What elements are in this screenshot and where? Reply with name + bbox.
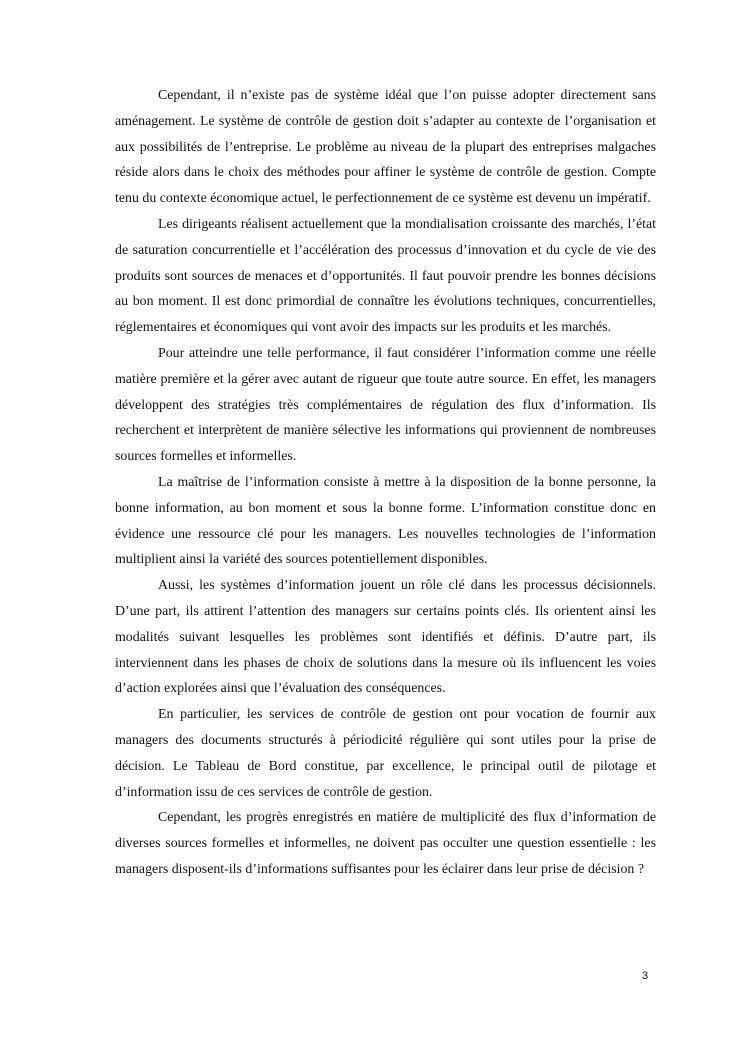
paragraph-4: La maîtrise de l’information consiste à mettre à la disposition de la bonne personne, la bonne information, au bon moment et sous la bonne forme. L’information constitue donc en évidence une ressource clé pour les managers. Les nouvelles technologies de l’information multiplient ainsi la variété des sources potentiellement disponibles. bbox=[115, 474, 656, 568]
paragraph-1: Cependant, il n’existe pas de système idéal que l’on puisse adopter directement sans aménagement. Le système de contrôle de gestion doit s’adapter au contexte de l’organisation et aux possibilités de l’entreprise. Le problème au niveau de la plupart des entreprises malgaches réside alors dans le choix des méthodes pour affiner le système de contrôle de gestion. Compte tenu du contexte économique actuel, le perfectionnement de ce système est devenu un impératif. bbox=[115, 88, 656, 207]
paragraph-2: Les dirigeants réalisent actuellement que la mondialisation croissante des marchés, l’état de saturation concurrentielle et l’accélération des processus d’innovation et du cycle de vie des produits sont sources de menaces et d’opportunités. Il faut pouvoir prendre les bonnes décisions au bon moment. Il est donc primordial de connaître les évolutions techniques, concurrentielles, réglementaires et économiques qui vont avoir des impacts sur les produits et les marchés. bbox=[115, 216, 656, 336]
body-text bbox=[115, 83, 656, 883]
paragraph-7: Cependant, les progrès enregistrés en matière de multiplicité des flux d’information de diverses sources formelles et informelles, ne doivent pas occulter une question essentielle : les managers disposent-ils d’informations suffisantes pour les éclairer dans leur prise de décision ? bbox=[115, 810, 656, 877]
page-number: 3 bbox=[642, 970, 649, 982]
paragraph-5: Aussi, les systèmes d’information jouent un rôle clé dans les processus décisionnels. D’une part, ils attirent l’attention des managers sur certains points clés. Ils orientent ainsi les modalités suivant lesquelles les problèmes sont identifiés et définis. D’autre part, ils interviennent dans les phases de choix de solutions dans la mesure où ils influencent les voies d’action explorées ainsi que l’évaluation des conséquences. bbox=[115, 578, 656, 697]
paragraph-3: Pour atteindre une telle performance, il faut considérer l’information comme une réelle matière première et la gérer avec autant de rigueur que toute autre source. En effet, les managers développent des stratégies très complémentaires de régulation des flux d’information. Ils recherchent et interprètent de manière sélective les informations qui proviennent de nombreuses sources formelles et informelles. bbox=[115, 345, 656, 465]
paragraph-6: En particulier, les services de contrôle de gestion ont pour vocation de fournir aux managers des documents structurés à périodicité régulière qui sont utiles pour la prise de décision. Le Tableau de Bord constitue, par excellence, le principal outil de pilotage et d’information issu de ces services de contrôle de gestion. bbox=[115, 707, 656, 800]
